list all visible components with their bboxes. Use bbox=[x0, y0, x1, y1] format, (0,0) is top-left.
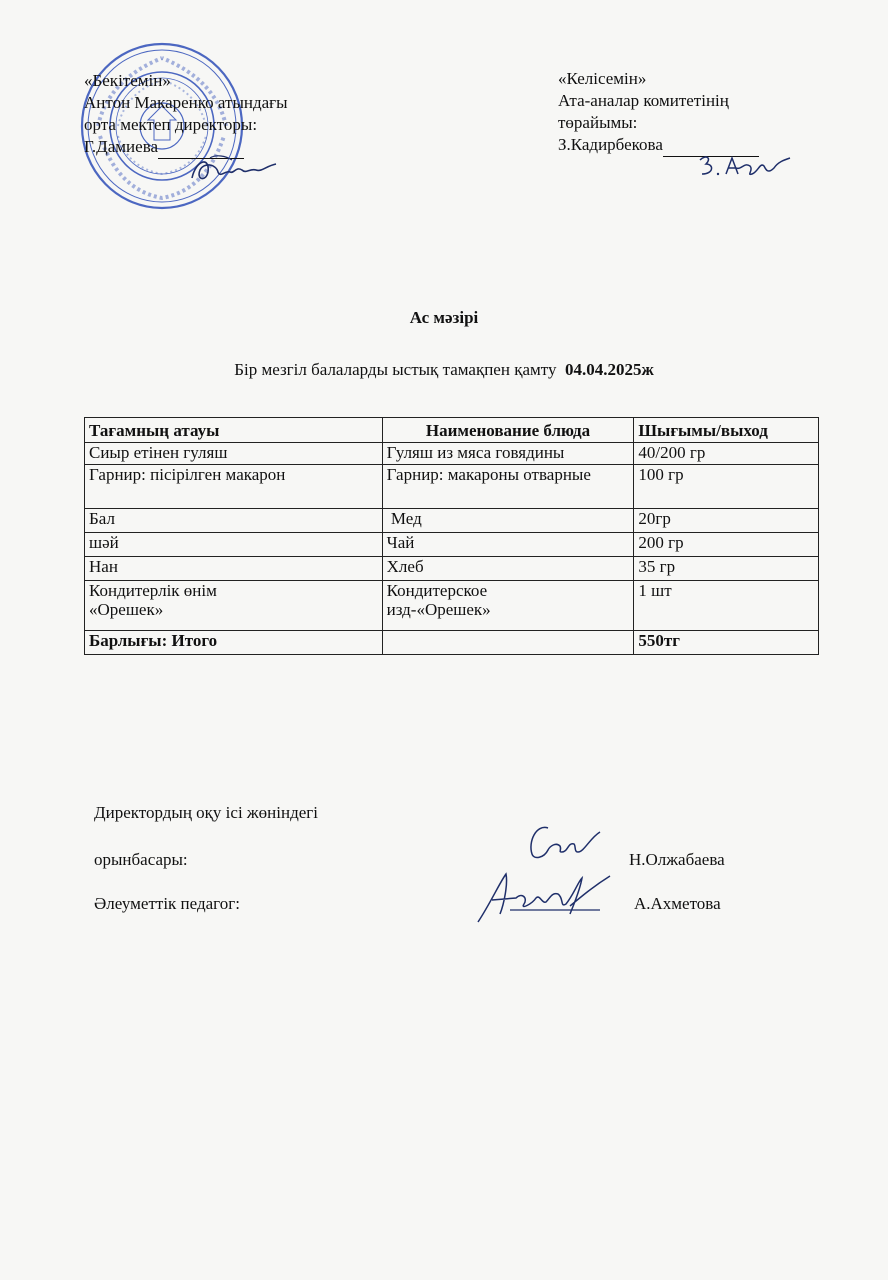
cell-output: 200 гр bbox=[634, 533, 819, 557]
table-row bbox=[85, 443, 819, 465]
cell-kazakh: Гарнир: пісірілген макарон bbox=[85, 465, 383, 509]
subtitle-text: Бір мезгіл балаларды ыстық тамақпен қамту bbox=[234, 360, 557, 379]
cell-output: 40/200 гр bbox=[634, 443, 819, 465]
chairperson-name: З.Кадирбекова bbox=[558, 135, 663, 154]
menu-table bbox=[84, 417, 819, 655]
cell-kazakh: Кондитерлік өнім «Орешек» bbox=[85, 581, 383, 631]
agreement-committee: Ата-аналар комитетінің bbox=[558, 91, 729, 110]
menu-date: 04.04.2025ж bbox=[564, 360, 654, 379]
header-output: Шығымы/выход bbox=[634, 418, 819, 443]
approval-school: Антон Макаренко атындағы bbox=[84, 93, 288, 112]
table-row bbox=[85, 465, 819, 509]
table-row bbox=[85, 533, 819, 557]
cell-output: 20гр bbox=[634, 509, 819, 533]
cell-russian: Хлеб bbox=[382, 557, 634, 581]
cell-output: 100 гр bbox=[634, 465, 819, 509]
header-russian-name: Наименование блюда bbox=[382, 418, 634, 443]
table-row bbox=[85, 509, 819, 533]
table-row bbox=[85, 581, 819, 631]
table-row bbox=[85, 557, 819, 581]
director-name: Г.Дамиева bbox=[84, 137, 159, 156]
agreement-position: төрайымы: bbox=[558, 113, 638, 132]
header-kazakh-name: Тағамның атауы bbox=[85, 418, 383, 443]
total-label: Барлығы: Итого bbox=[85, 631, 383, 655]
footer-social-pedagogue: Әлеуметтік педагог: bbox=[94, 894, 240, 913]
cell-kazakh: Нан bbox=[85, 557, 383, 581]
cell-kazakh: Бал bbox=[85, 509, 383, 533]
pedagogue-name: А.Ахметова bbox=[634, 894, 721, 913]
agreement-label: «Келісемін» bbox=[558, 69, 647, 88]
footer-position-line1: Директордың оқу ісі жөніндегі bbox=[94, 803, 318, 822]
agreement-block bbox=[558, 68, 838, 157]
page-subtitle bbox=[0, 360, 888, 380]
total-empty bbox=[382, 631, 634, 655]
footer-position-line2: орынбасары: bbox=[94, 850, 188, 869]
approval-position: орта мектеп директоры: bbox=[84, 115, 258, 134]
deputy-name: Н.Олжабаева bbox=[629, 850, 725, 869]
cell-russian: Чай bbox=[382, 533, 634, 557]
director-signature bbox=[186, 150, 282, 190]
cell-russian: Гуляш из мяса говядины bbox=[382, 443, 634, 465]
total-value: 550тг bbox=[634, 631, 819, 655]
cell-kazakh: шәй bbox=[85, 533, 383, 557]
page-title: Ас мәзірі bbox=[409, 308, 479, 327]
table-header-row bbox=[85, 418, 819, 443]
pedagogue-signature bbox=[470, 864, 620, 930]
cell-russian: Мед bbox=[382, 509, 634, 533]
chairperson-signature bbox=[694, 148, 794, 184]
deputy-signature bbox=[522, 822, 602, 866]
cell-russian: Гарнир: макароны отварные bbox=[382, 465, 634, 509]
cell-output: 35 гр bbox=[634, 557, 819, 581]
cell-output: 1 шт bbox=[634, 581, 819, 631]
table-total-row bbox=[85, 631, 819, 655]
approval-block bbox=[84, 70, 384, 159]
approval-label: «Бекітемін» bbox=[84, 71, 171, 90]
cell-russian: Кондитерское изд-«Орешек» bbox=[382, 581, 634, 631]
cell-kazakh: Сиыр етінен гуляш bbox=[85, 443, 383, 465]
